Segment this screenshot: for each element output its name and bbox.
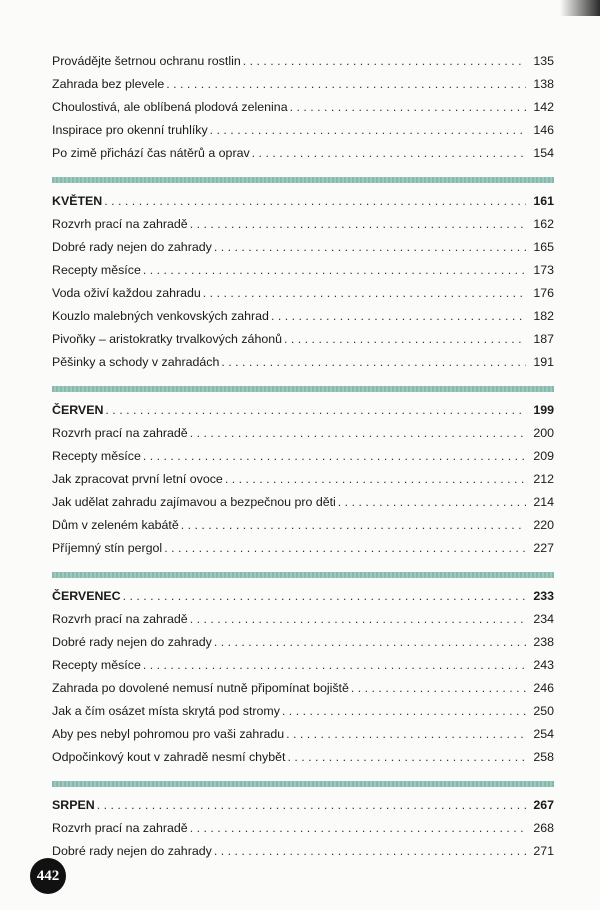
dot-leader (190, 817, 526, 840)
section-divider (52, 781, 554, 787)
entry-page-number: 246 (533, 681, 554, 695)
entry-title: Inspirace pro okenní truhlíky (52, 123, 208, 137)
entry-title: Rozvrh prací na zahradě (52, 426, 188, 440)
toc-entry (52, 491, 554, 514)
entry-page-number: 173 (533, 263, 554, 277)
entry-title: Po zimě přichází čas nátěrů a oprav (52, 146, 250, 160)
dot-leader (271, 305, 526, 328)
toc-section (52, 50, 554, 165)
dot-leader (225, 468, 526, 491)
entry-title: Choulostivá, ale oblíbená plodová zelenina (52, 100, 288, 114)
entry-title: Příjemný stín pergol (52, 541, 163, 555)
toc-entry (52, 514, 554, 537)
entry-page-number: 187 (533, 332, 554, 346)
toc-entry (52, 351, 554, 374)
toc-entry (52, 96, 554, 119)
entry-page-number: 161 (533, 194, 554, 208)
dot-leader (105, 399, 526, 422)
toc-entry (52, 817, 554, 840)
toc-section (52, 781, 554, 863)
dot-leader (210, 119, 526, 142)
entry-title: Dům v zeleném kabátě (52, 518, 179, 532)
section-divider (52, 386, 554, 392)
entry-title: Dobré rady nejen do zahrady (52, 844, 212, 858)
entry-title: Rozvrh prací na zahradě (52, 821, 188, 835)
dot-leader (164, 537, 526, 560)
toc-entry (52, 142, 554, 165)
toc-month-heading (52, 794, 554, 817)
toc-entry (52, 305, 554, 328)
toc-entry (52, 422, 554, 445)
dot-leader (214, 236, 526, 259)
toc-entry (52, 723, 554, 746)
toc-month-heading (52, 190, 554, 213)
entry-title: Zahrada po dovolené nemusí nutně připomínat bojiště (52, 681, 349, 695)
dot-leader (190, 608, 526, 631)
toc-entry (52, 119, 554, 142)
entry-title: Dobré rady nejen do zahrady (52, 240, 212, 254)
entry-page-number: 138 (533, 77, 554, 91)
dot-leader (123, 585, 526, 608)
toc-entry (52, 73, 554, 96)
dot-leader (214, 631, 526, 654)
entry-page-number: 258 (533, 750, 554, 764)
toc-entry (52, 236, 554, 259)
toc-entry (52, 608, 554, 631)
toc-month-heading (52, 585, 554, 608)
dot-leader (338, 491, 526, 514)
dot-leader (104, 190, 526, 213)
entry-page-number: 220 (533, 518, 554, 532)
dot-leader (214, 840, 526, 863)
toc-entry (52, 468, 554, 491)
page-number-badge: 442 (30, 858, 66, 894)
entry-page-number: 165 (533, 240, 554, 254)
entry-title: Odpočinkový kout v zahradě nesmí chybět (52, 750, 286, 764)
entry-title: Pěšinky a schody v zahradách (52, 355, 220, 369)
toc-section (52, 386, 554, 560)
entry-page-number: 162 (533, 217, 554, 231)
toc-entry (52, 677, 554, 700)
entry-page-number: 154 (533, 146, 554, 160)
dot-leader (284, 328, 526, 351)
entry-page-number: 267 (533, 798, 554, 812)
entry-page-number: 243 (533, 658, 554, 672)
entry-title: Jak zpracovat první letní ovoce (52, 472, 223, 486)
entry-title: Zahrada bez plevele (52, 77, 165, 91)
entry-page-number: 209 (533, 449, 554, 463)
entry-title: Rozvrh prací na zahradě (52, 612, 188, 626)
dot-leader (286, 723, 526, 746)
table-of-contents (52, 50, 554, 863)
dot-leader (166, 73, 526, 96)
entry-page-number: 142 (533, 100, 554, 114)
entry-title: Jak udělat zahradu zajímavou a bezpečnou pro děti (52, 495, 336, 509)
dot-leader (203, 282, 526, 305)
dot-leader (243, 50, 526, 73)
entry-title: Recepty měsíce (52, 449, 141, 463)
section-divider (52, 572, 554, 578)
toc-entry (52, 840, 554, 863)
entry-title: Jak a čím osázet místa skrytá pod stromy (52, 704, 280, 718)
dot-leader (181, 514, 526, 537)
entry-page-number: 199 (533, 403, 554, 417)
month-title: KVĚTEN (52, 194, 103, 208)
dot-leader (221, 351, 526, 374)
entry-page-number: 254 (533, 727, 554, 741)
dot-leader (190, 213, 526, 236)
dot-leader (282, 700, 526, 723)
entry-page-number: 212 (533, 472, 554, 486)
toc-entry (52, 654, 554, 677)
month-title: ČERVEN (52, 403, 104, 417)
toc-section (52, 177, 554, 374)
dot-leader (143, 259, 526, 282)
entry-title: Aby pes nebyl pohromou pro vaši zahradu (52, 727, 285, 741)
entry-title: Recepty měsíce (52, 658, 141, 672)
entry-title: Rozvrh prací na zahradě (52, 217, 188, 231)
month-title: ČERVENEC (52, 589, 121, 603)
entry-page-number: 135 (533, 54, 554, 68)
dot-leader (97, 794, 526, 817)
toc-month-heading (52, 399, 554, 422)
scan-corner-shadow (560, 0, 600, 16)
entry-page-number: 271 (533, 844, 554, 858)
toc-entry (52, 631, 554, 654)
entry-title: Pivoňky – aristokratky trvalkových záhonů (52, 332, 283, 346)
toc-entry (52, 259, 554, 282)
dot-leader (351, 677, 526, 700)
toc-entry (52, 328, 554, 351)
entry-page-number: 234 (533, 612, 554, 626)
entry-page-number: 238 (533, 635, 554, 649)
toc-section (52, 572, 554, 769)
entry-page-number: 227 (533, 541, 554, 555)
entry-page-number: 146 (533, 123, 554, 137)
toc-entry (52, 445, 554, 468)
toc-entry (52, 537, 554, 560)
dot-leader (190, 422, 526, 445)
toc-entry (52, 746, 554, 769)
section-divider (52, 177, 554, 183)
entry-page-number: 268 (533, 821, 554, 835)
toc-entry (52, 700, 554, 723)
entry-title: Voda oživí každou zahradu (52, 286, 201, 300)
entry-title: Kouzlo malebných venkovských zahrad (52, 309, 269, 323)
entry-title: Dobré rady nejen do zahrady (52, 635, 212, 649)
dot-leader (252, 142, 526, 165)
entry-page-number: 250 (533, 704, 554, 718)
toc-entry (52, 50, 554, 73)
entry-page-number: 200 (533, 426, 554, 440)
entry-page-number: 214 (533, 495, 554, 509)
entry-page-number: 233 (533, 589, 554, 603)
dot-leader (143, 445, 526, 468)
entry-page-number: 182 (533, 309, 554, 323)
entry-page-number: 191 (533, 355, 554, 369)
dot-leader (287, 746, 526, 769)
toc-entry (52, 213, 554, 236)
dot-leader (290, 96, 526, 119)
dot-leader (143, 654, 526, 677)
entry-page-number: 176 (533, 286, 554, 300)
entry-title: Recepty měsíce (52, 263, 141, 277)
toc-entry (52, 282, 554, 305)
month-title: SRPEN (52, 798, 95, 812)
entry-title: Provádějte šetrnou ochranu rostlin (52, 54, 241, 68)
